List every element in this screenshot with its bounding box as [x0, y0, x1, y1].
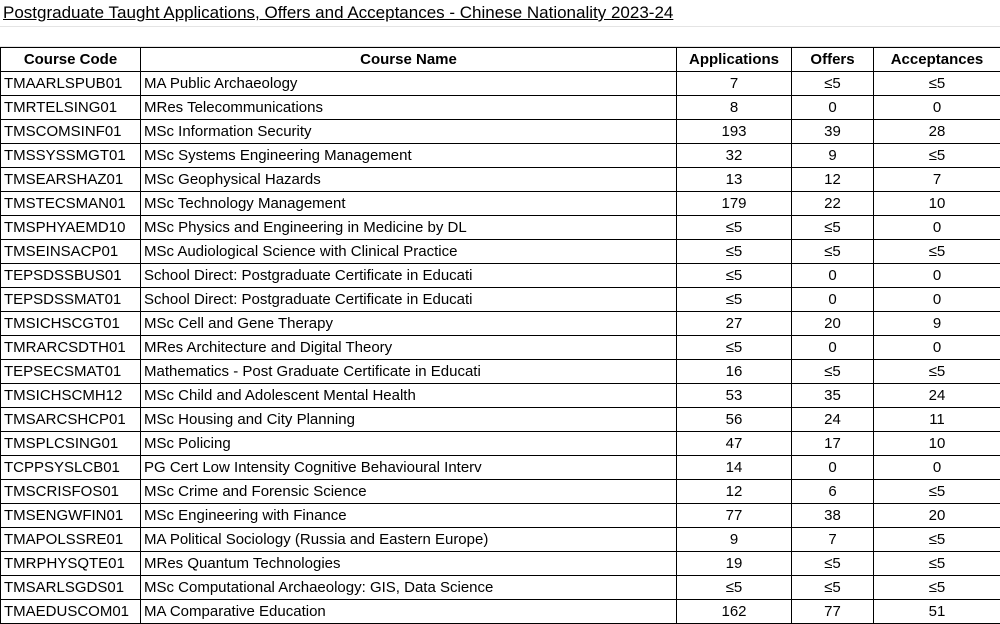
acceptances-cell[interactable]: 0 [874, 288, 1000, 312]
acceptances-cell[interactable]: 0 [874, 96, 1000, 120]
course-code-cell[interactable]: TMSEINSACP01 [1, 240, 141, 264]
course-code-cell[interactable]: TMSPHYAEMD10 [1, 216, 141, 240]
course-name-cell[interactable]: MSc Engineering with Finance [141, 504, 677, 528]
applications-cell[interactable]: 162 [677, 600, 792, 624]
course-code-cell[interactable]: TMRTELSING01 [1, 96, 141, 120]
offers-cell[interactable]: ≤5 [792, 552, 874, 576]
table-row [1, 288, 1000, 312]
acceptances-cell[interactable]: ≤5 [874, 360, 1000, 384]
course-code-cell[interactable]: TMSSYSSMGT01 [1, 144, 141, 168]
course-code-cell[interactable]: TCPPSYSLCB01 [1, 456, 141, 480]
table-row [1, 384, 1000, 408]
course-name-cell[interactable]: School Direct: Postgraduate Certificate in Educati [141, 288, 677, 312]
table-body [1, 72, 1000, 624]
course-code-cell[interactable]: TMAEDUSCOM01 [1, 600, 141, 624]
applications-cell[interactable]: 14 [677, 456, 792, 480]
applications-cell[interactable]: 16 [677, 360, 792, 384]
course-name-cell[interactable]: MSc Geophysical Hazards [141, 168, 677, 192]
table-row [1, 240, 1000, 264]
offers-cell[interactable]: ≤5 [792, 240, 874, 264]
table-row [1, 552, 1000, 576]
offers-cell[interactable]: 0 [792, 456, 874, 480]
applications-cell[interactable]: 77 [677, 504, 792, 528]
course-name-cell[interactable]: PG Cert Low Intensity Cognitive Behavioural Interv [141, 456, 677, 480]
course-name-cell[interactable]: MSc Computational Archaeology: GIS, Data Science [141, 576, 677, 600]
acceptances-cell[interactable]: 51 [874, 600, 1000, 624]
course-name-cell[interactable]: MRes Quantum Technologies [141, 552, 677, 576]
table-row [1, 168, 1000, 192]
table-row [1, 96, 1000, 120]
title-row [0, 0, 1000, 26]
course-code-cell[interactable]: TMSARCSHCP01 [1, 408, 141, 432]
course-name-cell[interactable]: MSc Technology Management [141, 192, 677, 216]
course-code-cell[interactable]: TMAPOLSSRE01 [1, 528, 141, 552]
course-name-cell[interactable]: MA Comparative Education [141, 600, 677, 624]
offers-cell[interactable]: 22 [792, 192, 874, 216]
header-course-code[interactable]: Course Code [1, 48, 141, 72]
applications-cell[interactable]: ≤5 [677, 240, 792, 264]
course-name-cell[interactable]: MSc Physics and Engineering in Medicine by DL [141, 216, 677, 240]
acceptances-cell[interactable]: 28 [874, 120, 1000, 144]
offers-cell[interactable]: 20 [792, 312, 874, 336]
course-code-cell[interactable]: TMAARLSPUB01 [1, 72, 141, 96]
offers-cell[interactable]: 12 [792, 168, 874, 192]
offers-cell[interactable]: 0 [792, 336, 874, 360]
acceptances-cell[interactable]: 7 [874, 168, 1000, 192]
course-code-cell[interactable]: TMRPHYSQTE01 [1, 552, 141, 576]
course-name-cell[interactable]: School Direct: Postgraduate Certificate in Educati [141, 264, 677, 288]
offers-cell[interactable]: 0 [792, 264, 874, 288]
header-offers[interactable]: Offers [792, 48, 874, 72]
offers-cell[interactable]: 35 [792, 384, 874, 408]
table-row [1, 504, 1000, 528]
acceptances-cell[interactable]: ≤5 [874, 528, 1000, 552]
offers-cell[interactable]: 0 [792, 96, 874, 120]
course-name-cell[interactable]: MRes Architecture and Digital Theory [141, 336, 677, 360]
table-row [1, 456, 1000, 480]
table-row [1, 528, 1000, 552]
applications-cell[interactable]: ≤5 [677, 576, 792, 600]
applications-cell[interactable]: ≤5 [677, 264, 792, 288]
acceptances-cell[interactable]: ≤5 [874, 480, 1000, 504]
course-name-cell[interactable]: MSc Child and Adolescent Mental Health [141, 384, 677, 408]
table-row [1, 480, 1000, 504]
offers-cell[interactable]: ≤5 [792, 72, 874, 96]
course-name-cell[interactable]: MSc Crime and Forensic Science [141, 480, 677, 504]
acceptances-cell[interactable]: 0 [874, 264, 1000, 288]
course-code-cell[interactable]: TMSICHSCMH12 [1, 384, 141, 408]
table-row [1, 192, 1000, 216]
offers-cell[interactable]: ≤5 [792, 216, 874, 240]
course-code-cell[interactable]: TEPSDSSBUS01 [1, 264, 141, 288]
course-code-cell[interactable]: TMRARCSDTH01 [1, 336, 141, 360]
table-row [1, 576, 1000, 600]
acceptances-cell[interactable]: 11 [874, 408, 1000, 432]
acceptances-cell[interactable]: ≤5 [874, 240, 1000, 264]
header-row [1, 48, 1000, 72]
table-row [1, 600, 1000, 624]
course-name-cell[interactable]: MA Political Sociology (Russia and Eastern Europe) [141, 528, 677, 552]
offers-cell[interactable]: ≤5 [792, 360, 874, 384]
applications-cell[interactable]: 12 [677, 480, 792, 504]
course-code-cell[interactable]: TMSICHSCGT01 [1, 312, 141, 336]
acceptances-cell[interactable]: ≤5 [874, 144, 1000, 168]
course-code-cell[interactable]: TMSARLSGDS01 [1, 576, 141, 600]
blank-row [0, 26, 1000, 46]
course-name-cell[interactable]: MSc Audiological Science with Clinical Practice [141, 240, 677, 264]
acceptances-cell[interactable]: ≤5 [874, 576, 1000, 600]
offers-cell[interactable]: 0 [792, 288, 874, 312]
offers-cell[interactable]: 9 [792, 144, 874, 168]
table-row [1, 72, 1000, 96]
acceptances-cell[interactable]: ≤5 [874, 72, 1000, 96]
offers-cell[interactable]: 77 [792, 600, 874, 624]
course-code-cell[interactable]: TMSENGWFIN01 [1, 504, 141, 528]
course-code-cell[interactable]: TMSEARSHAZ01 [1, 168, 141, 192]
course-name-cell[interactable]: MSc Information Security [141, 120, 677, 144]
table-row [1, 144, 1000, 168]
acceptances-cell[interactable]: 9 [874, 312, 1000, 336]
table-row [1, 264, 1000, 288]
offers-cell[interactable]: 6 [792, 480, 874, 504]
applications-cell[interactable]: 9 [677, 528, 792, 552]
offers-cell[interactable]: 38 [792, 504, 874, 528]
table-row [1, 360, 1000, 384]
course-name-cell[interactable]: MSc Cell and Gene Therapy [141, 312, 677, 336]
acceptances-cell[interactable]: 0 [874, 456, 1000, 480]
offers-cell[interactable]: ≤5 [792, 576, 874, 600]
course-name-cell[interactable]: MA Public Archaeology [141, 72, 677, 96]
applications-cell[interactable]: ≤5 [677, 216, 792, 240]
applications-cell[interactable]: 13 [677, 168, 792, 192]
course-code-cell[interactable]: TMSPLCSING01 [1, 432, 141, 456]
offers-cell[interactable]: 7 [792, 528, 874, 552]
table-row [1, 432, 1000, 456]
table-row [1, 120, 1000, 144]
header-applications[interactable]: Applications [677, 48, 792, 72]
course-name-cell[interactable]: MRes Telecommunications [141, 96, 677, 120]
course-name-cell[interactable]: Mathematics - Post Graduate Certificate in Educati [141, 360, 677, 384]
course-name-cell[interactable]: MSc Policing [141, 432, 677, 456]
applications-cell[interactable]: ≤5 [677, 336, 792, 360]
offers-cell[interactable]: 39 [792, 120, 874, 144]
applications-cell[interactable]: 53 [677, 384, 792, 408]
table-row [1, 216, 1000, 240]
acceptances-cell[interactable]: ≤5 [874, 552, 1000, 576]
acceptances-cell[interactable]: 10 [874, 432, 1000, 456]
course-name-cell[interactable]: MSc Housing and City Planning [141, 408, 677, 432]
acceptances-cell[interactable]: 0 [874, 216, 1000, 240]
applications-cell[interactable]: 19 [677, 552, 792, 576]
applications-cell[interactable]: 8 [677, 96, 792, 120]
applications-cell[interactable]: ≤5 [677, 288, 792, 312]
course-code-cell[interactable]: TEPSDSSMAT01 [1, 288, 141, 312]
offers-cell[interactable]: 17 [792, 432, 874, 456]
applications-cell[interactable]: 7 [677, 72, 792, 96]
course-code-cell[interactable]: TEPSECSMAT01 [1, 360, 141, 384]
course-code-cell[interactable]: TMSCOMSINF01 [1, 120, 141, 144]
offers-cell[interactable]: 24 [792, 408, 874, 432]
applications-cell[interactable]: 193 [677, 120, 792, 144]
header-acceptances[interactable]: Acceptances [874, 48, 1000, 72]
table-row [1, 312, 1000, 336]
acceptances-cell[interactable]: 24 [874, 384, 1000, 408]
header-course-name[interactable]: Course Name [141, 48, 677, 72]
applications-cell[interactable]: 32 [677, 144, 792, 168]
applications-cell[interactable]: 47 [677, 432, 792, 456]
applications-cell[interactable]: 27 [677, 312, 792, 336]
acceptances-cell[interactable]: 10 [874, 192, 1000, 216]
acceptances-cell[interactable]: 0 [874, 336, 1000, 360]
table-row [1, 408, 1000, 432]
course-code-cell[interactable]: TMSCRISFOS01 [1, 480, 141, 504]
applications-cell[interactable]: 179 [677, 192, 792, 216]
course-table [0, 47, 1000, 624]
course-code-cell[interactable]: TMSTECSMAN01 [1, 192, 141, 216]
sheet-title: Postgraduate Taught Applications, Offers and Acceptances - Chinese Nationality 2023-24 [3, 3, 673, 23]
applications-cell[interactable]: 56 [677, 408, 792, 432]
acceptances-cell[interactable]: 20 [874, 504, 1000, 528]
table-row [1, 336, 1000, 360]
course-name-cell[interactable]: MSc Systems Engineering Management [141, 144, 677, 168]
